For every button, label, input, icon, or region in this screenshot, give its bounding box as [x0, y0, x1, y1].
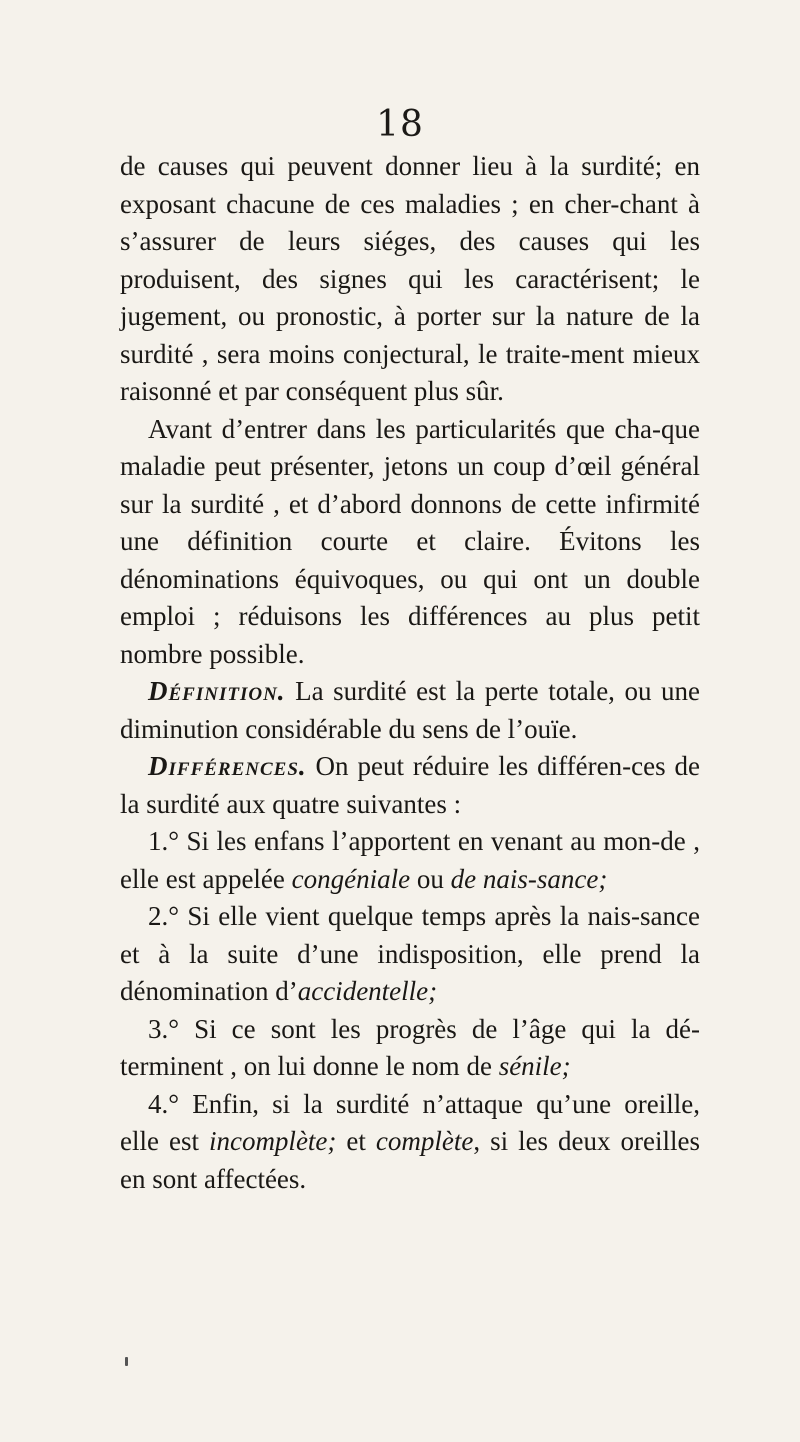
- item2-text: 2.° Si elle vient quelque temps après la nais-sance et à la suite d’une indisposition, elle prend la dénomination d’: [120, 901, 700, 1006]
- item3-text: 3.° Si ce sont les progrès de l’âge qui la dé-terminent , on lui donne le nom de: [120, 1013, 700, 1081]
- item2-term-accidentelle: accidentelle;: [297, 976, 438, 1006]
- body-text: [120, 148, 700, 1198]
- item4-end: , si les deux oreilles en sont affectées.: [120, 1126, 700, 1194]
- list-item-accidentelle: [120, 898, 700, 1011]
- paragraph-introduction: Avant d’entrer dans les particularités que cha-que maladie peut présenter, jetons un coup d’œil général sur la surdité , et d’abord donnons de cette infirmité une définition courte et claire. Évitons les dénominations équivoques, ou qui ont un double emploi ; réduisons les différences au plus petit nombre possible.: [120, 413, 700, 669]
- paragraph-causes: de causes qui peuvent donner lieu à la surdité; en exposant chacune de ces maladies ; en cher-chant à s’assurer de leurs siéges, des causes qui les produisent, des signes qui les caractérisent; le jugement, ou pronostic, à porter sur la nature de la surdité , sera moins conjectural, le traite-ment mieux raisonné et par conséquent plus sûr.: [120, 151, 700, 406]
- differences-term: Différences.: [148, 751, 307, 781]
- item4-term-complete: complète: [375, 1126, 474, 1156]
- item3-term-senile: sénile;: [498, 1051, 571, 1081]
- item4-text: 4.° Enfin, si la surdité n’attaque qu’une oreille, elle est: [120, 1088, 700, 1156]
- item4-conjunction: et: [336, 1126, 376, 1156]
- item1-conjunction: ou: [410, 863, 451, 894]
- definition-text: La surdité est la perte totale, ou une diminution considérable du sens de l’ouïe.: [120, 676, 700, 744]
- list-item-complete: [120, 1086, 700, 1199]
- item1-term-congeniale: congéniale: [291, 863, 411, 894]
- item1-text: 1.° Si les enfans l’apportent en venant au mon-de , elle est appelée: [120, 826, 700, 894]
- differences-text: On peut réduire les différen-ces de la surdité aux quatre suivantes :: [120, 751, 700, 819]
- page-number: 18: [376, 104, 424, 145]
- item1-term-naissance: de nais-sance;: [450, 863, 608, 894]
- item4-term-incomplete: incomplète;: [208, 1126, 337, 1156]
- definition-term: Définition.: [148, 676, 286, 706]
- paragraph-differences: [120, 748, 700, 823]
- list-item-congeniale: [120, 823, 700, 898]
- list-item-senile: [120, 1011, 700, 1086]
- ink-speck: [125, 1357, 128, 1366]
- paragraph-definition: [120, 673, 700, 748]
